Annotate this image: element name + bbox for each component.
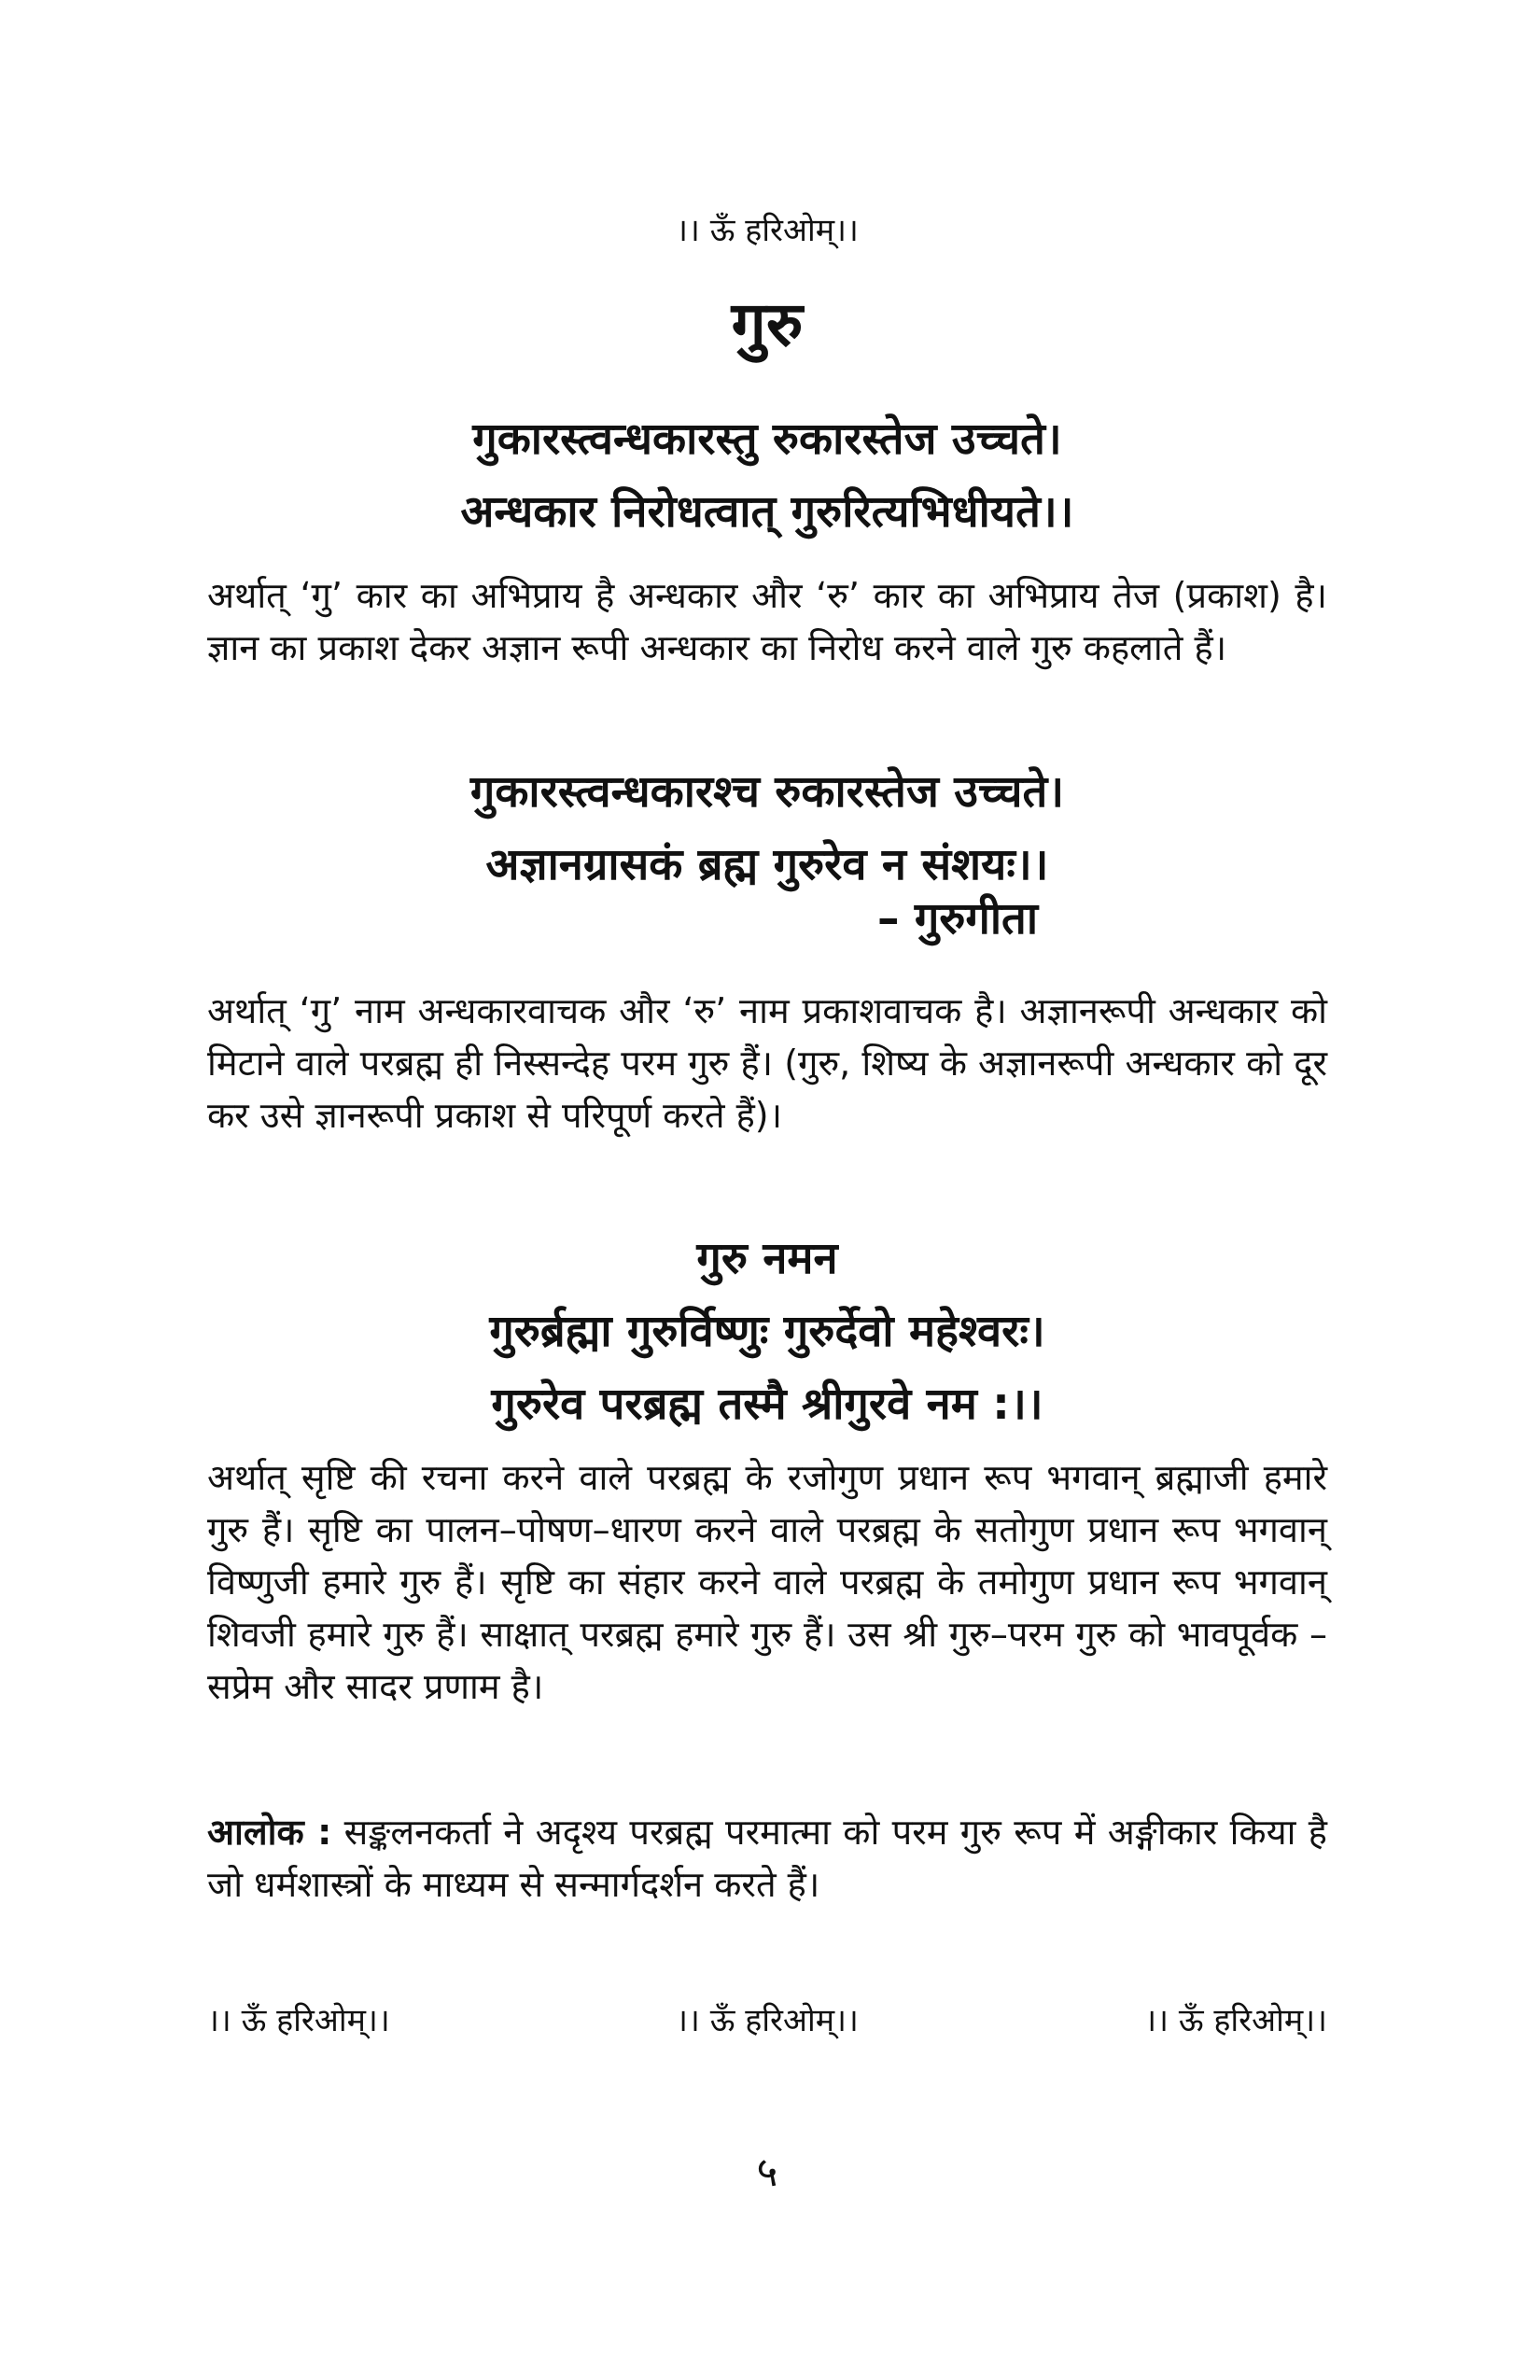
verse-3-line-1: गुरुर्ब्रह्मा गुरुर्विष्णुः गुरुर्देवो महेश्वरः। xyxy=(489,1306,1045,1357)
verse-2-source: – गुरुगीता xyxy=(876,893,1038,945)
verse-2-line-1: गुकारस्त्वन्धकारश्च रुकारस्तेज उच्चते। xyxy=(469,766,1065,818)
page-title: गुरु xyxy=(731,288,804,360)
header-invocation: ।। ऊँ हरिओम्।। xyxy=(676,212,859,249)
footer-invocation-center: ।। ऊँ हरिओम्।। xyxy=(676,2002,859,2039)
verse-3 xyxy=(207,1223,1327,1441)
verse-2 xyxy=(207,756,1327,902)
meaning-paragraph-2: अर्थात् ‘गु’ नाम अन्धकारवाचक और ‘रु’ नाम प्रकाशवाचक है। अज्ञानरूपी अन्धकार को मिटाने वाले परब्रह्म ही निस्सन्देह परम गुरु हैं। (गुरु, शिष्य के अज्ञानरूपी अन्धकार को दूर कर उसे ज्ञानरूपी प्रकाश से परिपूर्ण करते हैं)। xyxy=(207,990,1327,1136)
page-number: ५ xyxy=(756,2149,778,2196)
note-label: आलोक : xyxy=(207,1812,332,1853)
verse-3-line-2: गुरुरेव परब्रह्म तस्मै श्रीगुरवे नम :।। xyxy=(491,1379,1043,1430)
verse-3-heading: गुरु नमन xyxy=(696,1233,838,1284)
note-paragraph xyxy=(207,1806,1327,1911)
meaning-paragraph-1: अर्थात् ‘गु’ कार का अभिप्राय है अन्धकार और ‘रु’ कार का अभिप्राय तेज (प्रकाश) है। ज्ञान का प्रकाश देकर अज्ञान रूपी अन्धकार का निरोध करने वाले गुरु कहलाते हैं। xyxy=(207,575,1327,668)
meaning-paragraph-3: अर्थात् सृष्टि की रचना करने वाले परब्रह्म के रजोगुण प्रधान रूप भगवान् ब्रह्माजी हमारे गुरु हैं। सृष्टि का पालन–पोषण–धारण करने वाले परब्रह्म के सतोगुण प्रधान रूप भगवान् विष्णुजी हमारे गुरु हैं। सृष्टि का संहार करने वाले परब्रह्म के तमोगुण प्रधान रूप भगवान् शिवजी हमारे गुरु हैं। साक्षात् परब्रह्म हमारे गुरु हैं। उस श्री गुरु–परम गुरु को भावपूर्वक – सप्रेम और सादर प्रणाम है। xyxy=(207,1457,1327,1707)
footer-invocation-left: ।। ऊँ हरिओम्।। xyxy=(207,2002,390,2039)
footer-invocations xyxy=(207,1997,1327,2040)
verse-1 xyxy=(207,403,1327,549)
footer-invocation-right: ।। ऊँ हरिओम्।। xyxy=(1144,2002,1327,2039)
document-page xyxy=(207,0,1327,2380)
verse-1-line-1: गुकारस्त्वन्धकारस्तु रुकारस्तेज उच्चते। xyxy=(472,413,1062,465)
verse-2-line-2: अज्ञानग्रासकं ब्रह्म गुरुरेव न संशयः।। xyxy=(485,839,1049,890)
note-text: सङ्कलनकर्ता ने अदृश्य परब्रह्म परमात्मा को परम गुरु रूप में अङ्गीकार किया है जो धर्मशास्त्रों के माध्यम से सन्मार्गदर्शन करते हैं। xyxy=(207,1812,1327,1905)
verse-1-line-2: अन्धकार निरोधत्वात् गुरुरित्यभिधीयते।। xyxy=(460,486,1074,538)
